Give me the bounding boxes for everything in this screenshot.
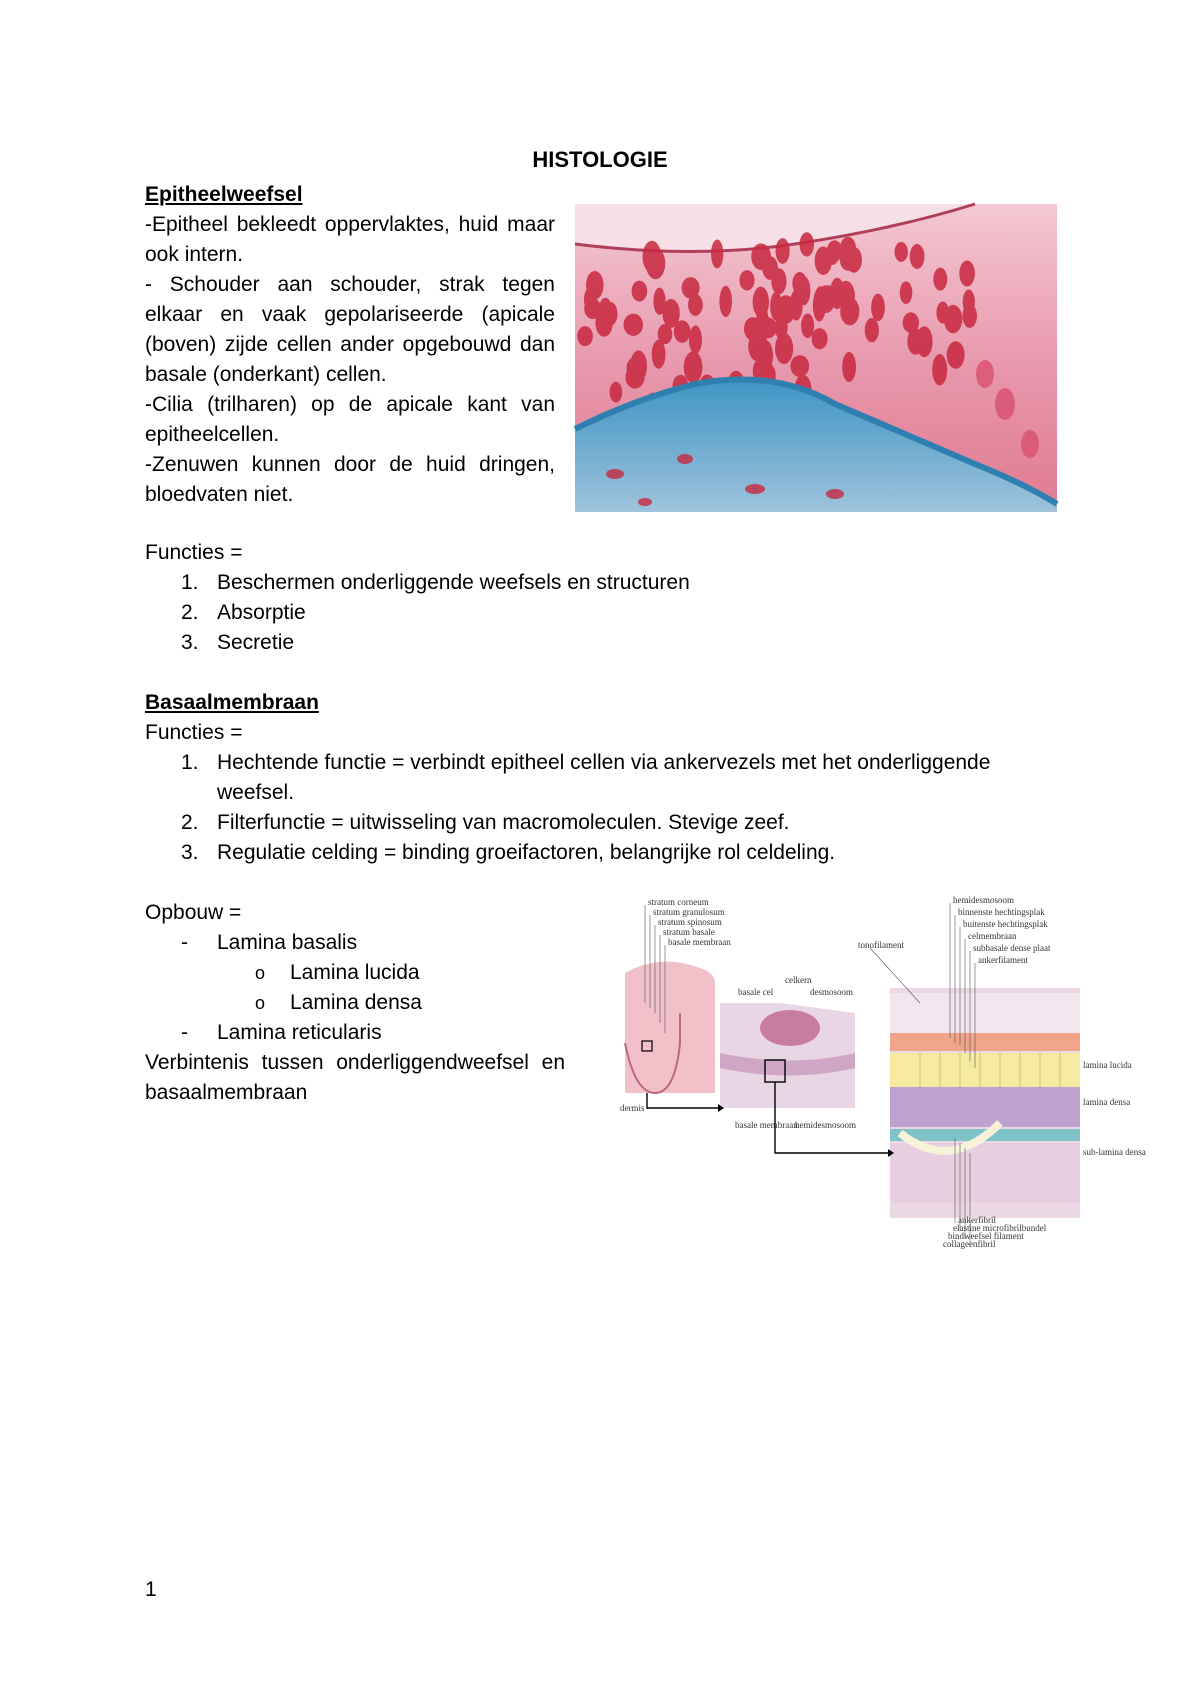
cell-nucleus bbox=[840, 249, 857, 271]
page-title: HISTOLOGIE bbox=[532, 147, 668, 172]
basaal-heading: Basaalmembraan bbox=[145, 691, 319, 714]
diagram-label: stratum spinosum bbox=[658, 917, 722, 927]
basement-membrane-diagram bbox=[620, 893, 1146, 1249]
epitheel-line: -Cilia (trilharen) op de apicale kant van epitheelcellen. bbox=[145, 393, 555, 446]
list-text: Hechtende functie = verbindt epitheel cellen via ankervezels met het onderliggende weefsel. bbox=[217, 751, 991, 804]
verbintenis-text: Verbintenis tussen onderliggendweefsel en basaalmembraan bbox=[145, 1051, 565, 1104]
cell-nucleus bbox=[688, 294, 703, 316]
diagram-label: subbasale dense plaat bbox=[973, 943, 1051, 953]
cell-nucleus bbox=[800, 232, 815, 256]
list-number: 2. bbox=[181, 811, 199, 834]
list-item bbox=[145, 568, 1045, 598]
functies-label: Functies = bbox=[145, 721, 243, 744]
functies-label: Functies = bbox=[145, 541, 243, 564]
list-bullet: o bbox=[255, 993, 266, 1013]
cell-nucleus bbox=[933, 268, 947, 291]
diagram-label: sub-lamina densa bbox=[1083, 1147, 1146, 1157]
histology-photo bbox=[575, 204, 1057, 512]
list-bullet: o bbox=[255, 963, 266, 983]
list-text: Lamina basalis bbox=[217, 931, 358, 954]
cell-nucleus bbox=[871, 294, 885, 322]
cell-nucleus bbox=[653, 288, 665, 315]
list-item bbox=[145, 838, 1065, 868]
cell-nucleus bbox=[895, 242, 908, 262]
diagram-label: stratum granulosum bbox=[653, 907, 725, 917]
epitheel-line: -Epitheel bekleedt oppervlaktes, huid maar ook intern. bbox=[145, 213, 555, 266]
diagram-label: ankerfilament bbox=[978, 955, 1028, 965]
diagram-label: buitenste hechtingsplak bbox=[963, 919, 1048, 929]
cell-nucleus bbox=[776, 295, 795, 324]
list-number: 3. bbox=[181, 631, 199, 654]
list-item bbox=[145, 1018, 565, 1048]
cell-nucleus bbox=[624, 314, 644, 336]
cell-nucleus bbox=[900, 281, 913, 304]
cell-nucleus bbox=[903, 312, 919, 333]
list-text: Absorptie bbox=[217, 601, 306, 624]
list-number: 2. bbox=[181, 601, 199, 624]
cell-nucleus bbox=[753, 287, 769, 318]
cell-nucleus bbox=[812, 328, 828, 349]
epitheel-section bbox=[145, 180, 555, 510]
cell-nucleus bbox=[652, 340, 666, 369]
list-number: 1. bbox=[181, 751, 199, 774]
cell-nucleus bbox=[610, 382, 623, 403]
diagram-label: desmosoom bbox=[810, 987, 854, 997]
cell-nucleus bbox=[962, 304, 977, 328]
cell-nucleus bbox=[577, 326, 593, 346]
cell-nucleus bbox=[762, 256, 778, 280]
cell-nucleus bbox=[775, 333, 793, 364]
cell-nucleus bbox=[674, 320, 691, 343]
list-item bbox=[145, 598, 1045, 628]
cell-nucleus bbox=[944, 305, 962, 333]
list-item bbox=[145, 928, 565, 958]
list-text: Regulatie celding = binding groeifactoren, belangrijke rol celdeling. bbox=[217, 841, 836, 864]
cell-nucleus bbox=[711, 240, 723, 269]
epitheel-heading: Epitheelweefsel bbox=[145, 183, 303, 206]
diagram-label: stratum corneum bbox=[648, 897, 709, 907]
cell-nucleus bbox=[630, 350, 647, 382]
cell-nucleus bbox=[739, 270, 754, 290]
list-bullet: - bbox=[181, 931, 188, 954]
cell-nucleus bbox=[830, 278, 844, 309]
list-number: 1. bbox=[181, 571, 199, 594]
diagram-label: tonofilament bbox=[858, 940, 904, 950]
diagram-label: basale cel bbox=[738, 987, 774, 997]
cell-nucleus bbox=[643, 241, 662, 273]
diagram-label: celmembraan bbox=[968, 931, 1017, 941]
list-text: Lamina reticularis bbox=[217, 1021, 382, 1044]
diagram-label: lamina lucida bbox=[1083, 1060, 1132, 1070]
list-text: Secretie bbox=[217, 631, 295, 654]
cell-nucleus bbox=[792, 272, 807, 295]
diagram-label: hemidesmosoom bbox=[953, 895, 1014, 905]
cell-nucleus bbox=[584, 287, 597, 311]
list-bullet: - bbox=[181, 1021, 188, 1044]
page-number: 1 bbox=[145, 1578, 157, 1601]
epitheel-functies bbox=[145, 538, 1045, 658]
cell-nucleus bbox=[865, 318, 879, 342]
cell-nucleus bbox=[719, 286, 732, 317]
cell-nucleus bbox=[776, 238, 790, 264]
diagram-label: basale membraan bbox=[668, 937, 731, 947]
diagram-label: elastine microfibrilbundel bbox=[953, 1223, 1047, 1233]
cell-nucleus bbox=[790, 355, 809, 377]
list-text: Lamina lucida bbox=[290, 961, 420, 984]
list-text: Beschermen onderliggende weefsels en structuren bbox=[217, 571, 690, 594]
diagram-label: celkern bbox=[785, 975, 812, 985]
cell-nucleus bbox=[947, 341, 965, 369]
list-item bbox=[145, 958, 565, 988]
list-item bbox=[145, 808, 1065, 838]
cell-nucleus bbox=[916, 326, 933, 357]
diagram-label: stratum basale bbox=[663, 927, 715, 937]
opbouw-section bbox=[145, 898, 565, 1108]
diagram-label: collageenfibril bbox=[943, 1239, 996, 1249]
list-text: Lamina densa bbox=[290, 991, 422, 1014]
cell-nucleus bbox=[801, 314, 814, 339]
diagram-label: binnenste hechtingsplak bbox=[958, 907, 1045, 917]
cell-nucleus bbox=[598, 298, 613, 330]
diagram-label: dermis bbox=[620, 1103, 645, 1113]
cell-nucleus bbox=[910, 244, 925, 269]
diagram-label: lamina densa bbox=[1083, 1097, 1131, 1107]
list-number: 3. bbox=[181, 841, 199, 864]
cell-nucleus bbox=[632, 281, 648, 302]
epitheel-line: - Schouder aan schouder, strak tegen elkaar en vaak gepolariseerde (apicale (boven) zijde cellen ander opgebouwd dan basale (onderkant) cellen. bbox=[145, 273, 555, 386]
list-item bbox=[145, 628, 1045, 658]
diagram-label: basale membraan bbox=[735, 1120, 798, 1130]
cell-nucleus bbox=[684, 351, 703, 383]
list-text: Filterfunctie = uitwisseling van macromoleculen. Stevige zeef. bbox=[217, 811, 790, 834]
cell-nucleus bbox=[959, 261, 975, 287]
opbouw-label: Opbouw = bbox=[145, 901, 242, 924]
cell-nucleus bbox=[689, 326, 702, 355]
diagram-label: hemidesmosoom bbox=[795, 1120, 856, 1130]
diagram-label: ankerfibril bbox=[958, 1215, 996, 1225]
cell-nucleus bbox=[815, 247, 832, 275]
list-item bbox=[145, 988, 565, 1018]
cell-nucleus bbox=[932, 354, 947, 385]
basaal-section bbox=[145, 688, 1065, 868]
diagram-label: bindweefsel filament bbox=[948, 1231, 1024, 1241]
cell-nucleus bbox=[842, 352, 856, 382]
cell-nucleus bbox=[748, 331, 768, 361]
list-item bbox=[145, 748, 1065, 808]
epitheel-line: -Zenuwen kunnen door de huid dringen, bloedvaten niet. bbox=[145, 453, 555, 506]
